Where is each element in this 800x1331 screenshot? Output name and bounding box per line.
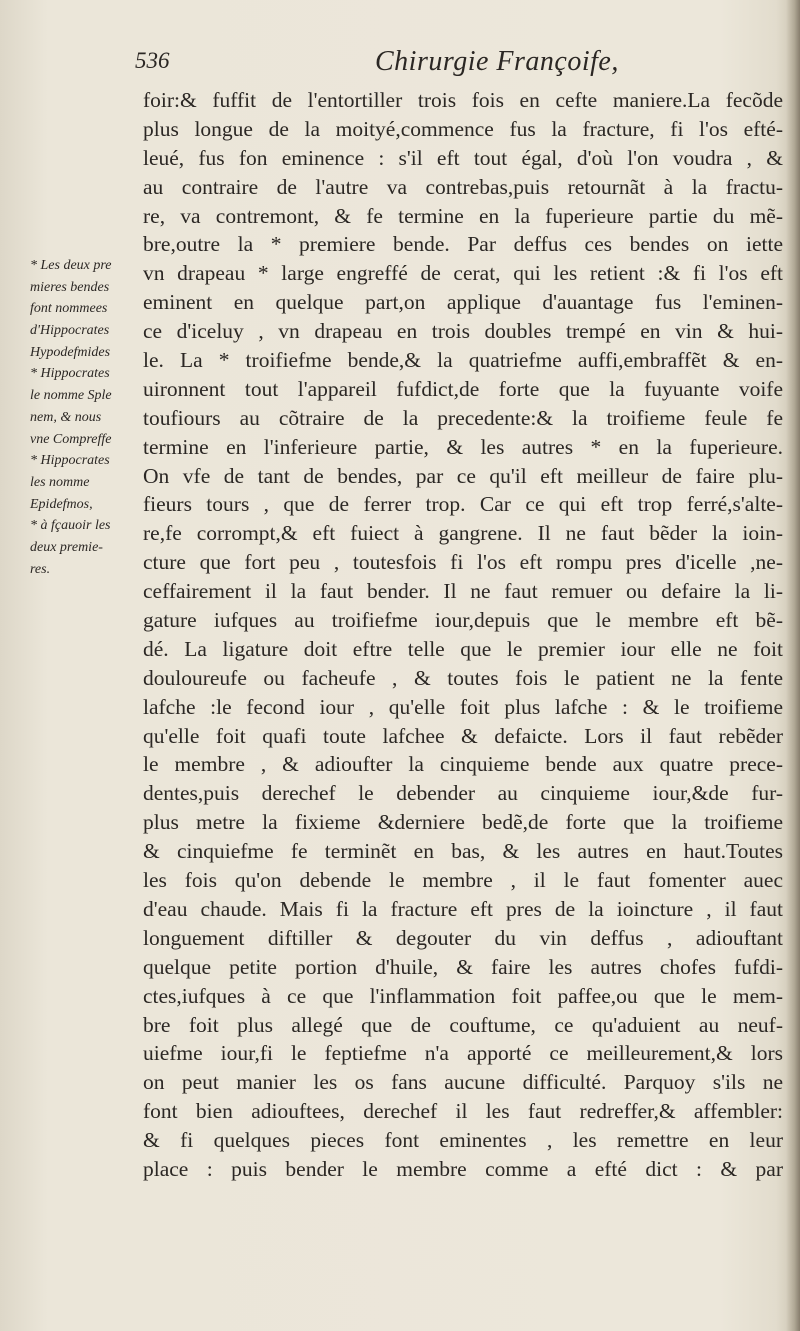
text-line: les fois qu'on debende le membre , il le faut fomenter auec (143, 868, 783, 893)
margin-note-line: les nomme (30, 474, 90, 490)
text-line: leué, fus fon eminence : s'il eft tout égal, d'où l'on voudra , & (143, 145, 783, 170)
text-line: uironnent tout l'appareil fufdict,de forte que la fuyuante voife (143, 376, 783, 401)
text-line: vn drapeau * large engreffé de cerat, qui les retient :& fi l'os eft (143, 261, 783, 286)
margin-note-line: * Les deux pre (30, 258, 112, 273)
text-line: bre foit plus allegé que de couftume, ce qu'aduient au neuf- (143, 1012, 783, 1037)
text-line: le. La * troifiefme bende,& la quatriefme auffi,embraffẽt & en- (143, 348, 783, 373)
text-line: ctes,iufques à ce que l'inflammation foit paffee,ou que le mem- (143, 983, 783, 1008)
margin-note-line: d'Hippocrates (30, 323, 110, 339)
text-line: uiefme iour,fi le feptiefme n'a apporté ce meilleurement,& lors (143, 1041, 783, 1066)
text-line: ceffairement il la faut bender. Il ne faut remuer ou defaire la li- (143, 579, 783, 604)
text-line: dé. La ligature doit eftre telle que le premier iour elle ne foit (143, 636, 783, 661)
text-line: cture que fort peu , toutesfois fi l'os eft rompu pres d'icelle ,ne- (143, 550, 783, 575)
text-line: le membre , & adioufter la cinquieme bende aux quatre prece- (143, 752, 783, 777)
margin-note-line: Epidefmos, (30, 496, 93, 512)
text-line: d'eau chaude. Mais fi la fracture eft pres de la ioincture , il faut (143, 896, 783, 921)
margin-note-line: vne Compreffe (30, 431, 112, 447)
text-line: font bien adiouftees, derechef il les faut redreffer,& affembler: (143, 1099, 783, 1124)
page-number: 536 (135, 48, 170, 73)
margin-notes (30, 255, 150, 580)
text-line: toufiours au cõtraire de la precedente:& la troifieme feule fe (143, 405, 783, 430)
page-header (135, 48, 775, 88)
text-line: au contraire de l'autre va contrebas,puis retournãt à la fractu- (143, 174, 783, 199)
text-line: fieurs tours , que de ferrer trop. Car ce qui eft trop ferré,s'alte- (143, 492, 783, 517)
text-line: termine en l'inferieure partie, & les autres * en la fuperieure. (143, 434, 783, 459)
text-line: gature iufques au troifiefme iour,depuis que le membre eft bẽ- (143, 608, 783, 633)
text-line: re,fe corrompt,& eft fuiect à gangrene. Il ne faut bẽder la ioin- (143, 521, 783, 546)
text-line: re, va contremont, & fe termine en la fuperieure partie du mẽ- (143, 203, 783, 228)
margin-note-line: * Hippocrates (30, 453, 110, 469)
running-head: Chirurgie Françoife, (375, 46, 619, 77)
text-line: ce d'iceluy , vn drapeau en trois doubles trempé en vin & hui- (143, 319, 783, 344)
body-text (143, 86, 783, 1184)
text-line: longuement diftiller & degouter du vin deffus , adiouftant (143, 925, 783, 950)
margin-note-line: mieres bendes (30, 279, 110, 295)
text-line: foir:& fuffit de l'entortiller trois fois en cefte maniere.La fecõde (143, 88, 783, 112)
margin-note-line: nem, & nous (30, 409, 102, 425)
text-line: plus longue de la moityé,commence fus la fracture, fi l'os efté- (143, 116, 783, 141)
text-line: qu'elle foit quafi toute lafchee & defaicte. Lors il faut rebẽder (143, 723, 783, 748)
text-line: douloureufe ou facheufe , & toutes fois le patient ne la fente (143, 665, 783, 690)
text-line: On vfe de tant de bendes, par ce qu'il eft meilleur de faire plu- (143, 463, 783, 488)
text-line: on peut manier les os fans aucune difficulté. Parquoy s'ils ne (143, 1070, 783, 1095)
margin-note-line: deux premie- (30, 539, 103, 555)
margin-note-line: le nomme Sple (30, 388, 112, 404)
margin-note-line: * à fçauoir les (30, 518, 111, 534)
text-line: lafche :le fecond iour , qu'elle foit plus lafche : & le troifieme (143, 694, 783, 719)
text-line: eminent en quelque part,on applique d'auantage fus l'eminen- (143, 290, 783, 315)
text-line: place : puis bender le membre comme a efté dict : & par (143, 1156, 783, 1181)
page-edge-shadow (786, 0, 800, 1331)
text-line: quelque petite portion d'huile, & faire les autres chofes fufdi- (143, 954, 783, 979)
text-line: & cinquiefme fe terminẽt en bas, & les autres en haut.Toutes (143, 839, 783, 864)
margin-note-line: Hypodefmides (30, 344, 111, 360)
text-line: bre,outre la * premiere bende. Par deffus ces bendes on iette (143, 232, 783, 257)
margin-note-line: * Hippocrates (30, 366, 110, 382)
text-line: dentes,puis derechef le debender au cinquieme iour,&de fur- (143, 781, 783, 806)
margin-note-line: res. (30, 561, 51, 577)
text-line: & fi quelques pieces font eminentes , les remettre en leur (143, 1128, 783, 1153)
text-line: plus metre la fixieme &derniere bedẽ,de forte que la troifieme (143, 810, 783, 835)
margin-note-line: font nommees (30, 301, 108, 317)
